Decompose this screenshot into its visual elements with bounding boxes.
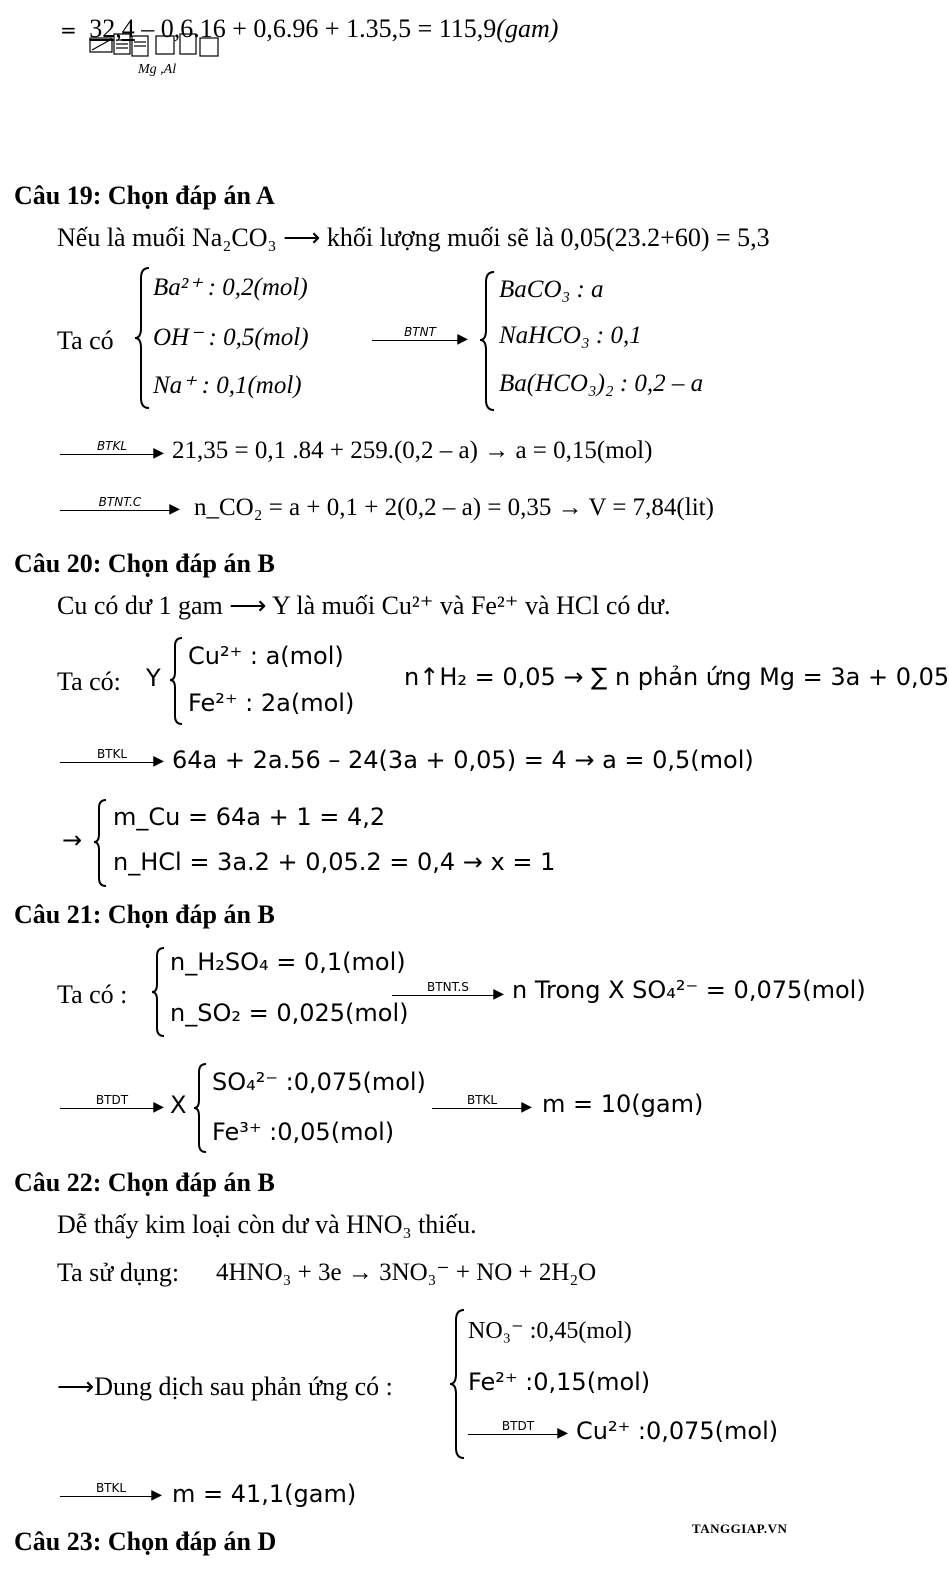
q21-btkl-arrow: ▶ BTKL bbox=[432, 1098, 532, 1118]
q19-right-brace bbox=[478, 270, 496, 412]
q21-btkl-equation: m = 10(gam) bbox=[542, 1090, 704, 1118]
q19-btntc-arrow: ▶ BTNT.C bbox=[60, 500, 180, 520]
q19-left-row-3: Na⁺ : 0,1(mol) bbox=[153, 372, 302, 399]
q21-x-row-1: SO₄²⁻ :0,075(mol) bbox=[212, 1068, 426, 1096]
q21-btnts-arrow: ▶ BTNT.S bbox=[392, 985, 504, 1005]
top-equation: = 32,4 – 0,6.16 + 0,6.96 + 1.35,5 = 115,9(gam) bbox=[60, 14, 559, 43]
q20-btkl-equation: 64a + 2a.56 – 24(3a + 0,05) = 4 → a = 0,5(mol) bbox=[172, 746, 754, 774]
watermark: TANGGIAP.VN bbox=[692, 1521, 788, 1536]
q22-line1: Dễ thấy kim loại còn dư và HNO₃ thiếu. bbox=[57, 1210, 477, 1239]
top-underlabel: Mg ,Al bbox=[138, 62, 177, 77]
q19-btkl-arrow: ▶ BTKL bbox=[60, 444, 164, 464]
q20-taco: Ta có: bbox=[57, 667, 121, 696]
q20-btkl-arrow: ▶ BTKL bbox=[60, 752, 164, 772]
q19-btnt-arrow: ▶ BTNT bbox=[372, 330, 468, 350]
q19-left-brace bbox=[133, 266, 151, 410]
q19-right-row-1: BaCO₃ : a bbox=[499, 276, 604, 303]
q22-btkl-equation: m = 41,1(gam) bbox=[172, 1480, 357, 1508]
q21-btnts-equation: n Trong X SO₄²⁻ = 0,075(mol) bbox=[512, 976, 866, 1004]
q22-system-row-3: Cu²⁺ :0,075(mol) bbox=[576, 1417, 779, 1445]
q22-system-row-2: Fe²⁺ :0,15(mol) bbox=[468, 1368, 651, 1396]
q20-system-row-2: Fe²⁺ : 2a(mol) bbox=[188, 689, 355, 717]
q21-brace bbox=[150, 946, 166, 1038]
q21-heading: Câu 21: Chọn đáp án B bbox=[14, 900, 275, 929]
q21-x-row-2: Fe³⁺ :0,05(mol) bbox=[212, 1118, 395, 1146]
q21-x-label: X bbox=[170, 1091, 187, 1119]
q19-right-row-2: NaHCO₃ : 0,1 bbox=[499, 322, 642, 349]
q20-result-brace bbox=[92, 798, 108, 888]
q20-y-label: Y bbox=[146, 664, 161, 692]
q20-result-row-1: m_Cu = 64a + 1 = 4,2 bbox=[113, 803, 386, 831]
q21-system-row-1: n_H₂SO₄ = 0,1(mol) bbox=[170, 948, 406, 976]
q22-btdt-arrow: ▶ BTDT bbox=[468, 1424, 568, 1444]
q23-heading: Câu 23: Chọn đáp án D bbox=[14, 1527, 277, 1556]
q21-btdt-arrow: ▶ BTDT bbox=[60, 1098, 164, 1118]
q21-x-brace bbox=[192, 1062, 208, 1154]
q19-right-row-3: Ba(HCO₃)₂ : 0,2 – a bbox=[499, 370, 704, 397]
q20-arrow-glyph: → bbox=[62, 826, 83, 854]
q20-result-row-2: n_HCl = 3a.2 + 0,05.2 = 0,4 → x = 1 bbox=[113, 848, 556, 876]
q19-taco: Ta có bbox=[57, 326, 114, 355]
q22-system-row-1: NO₃⁻ :0,45(mol) bbox=[468, 1318, 632, 1344]
q20-system-row-1: Cu²⁺ : a(mol) bbox=[188, 642, 344, 670]
q19-heading: Câu 19: Chọn đáp án A bbox=[14, 181, 275, 210]
broken-image-icons bbox=[88, 30, 238, 62]
q22-heading: Câu 22: Chọn đáp án B bbox=[14, 1168, 275, 1197]
q22-line3-prefix: ⟶Dung dịch sau phản ứng có : bbox=[57, 1372, 393, 1401]
q22-line2-equation: 4HNO₃ + 3e → 3NO₃⁻ + NO + 2H₂O bbox=[216, 1259, 597, 1286]
q22-brace bbox=[448, 1308, 466, 1460]
q19-left-row-1: Ba²⁺ : 0,2(mol) bbox=[153, 274, 308, 301]
q22-line2-prefix: Ta sử dụng: bbox=[57, 1258, 180, 1287]
q22-btkl-arrow: ▶ BTKL bbox=[60, 1486, 162, 1506]
q20-brace bbox=[168, 636, 184, 726]
q21-system-row-2: n_SO₂ = 0,025(mol) bbox=[170, 999, 409, 1027]
q19-left-row-2: OH⁻ : 0,5(mol) bbox=[153, 324, 309, 351]
q21-taco: Ta có : bbox=[57, 980, 128, 1009]
q20-line1: Cu có dư 1 gam ⟶ Y là muối Cu²⁺ và Fe²⁺ và HCl có dư. bbox=[57, 591, 671, 620]
q19-btntc-equation: n_CO₂ = a + 0,1 + 2(0,2 – a) = 0,35 → V = 7,84(lit) bbox=[194, 494, 714, 521]
q20-heading: Câu 20: Chọn đáp án B bbox=[14, 549, 275, 578]
q20-nh2-equation: n↑H₂ = 0,05 → ∑ n phản ứng Mg = 3a + 0,05 bbox=[404, 663, 949, 691]
q19-line1: Nếu là muối Na₂CO₃ ⟶ khối lượng muối sẽ là 0,05(23.2+60) = 5,3 bbox=[57, 223, 770, 252]
q19-btkl-equation: 21,35 = 0,1 .84 + 259.(0,2 – a) → a = 0,15(mol) bbox=[172, 437, 653, 464]
